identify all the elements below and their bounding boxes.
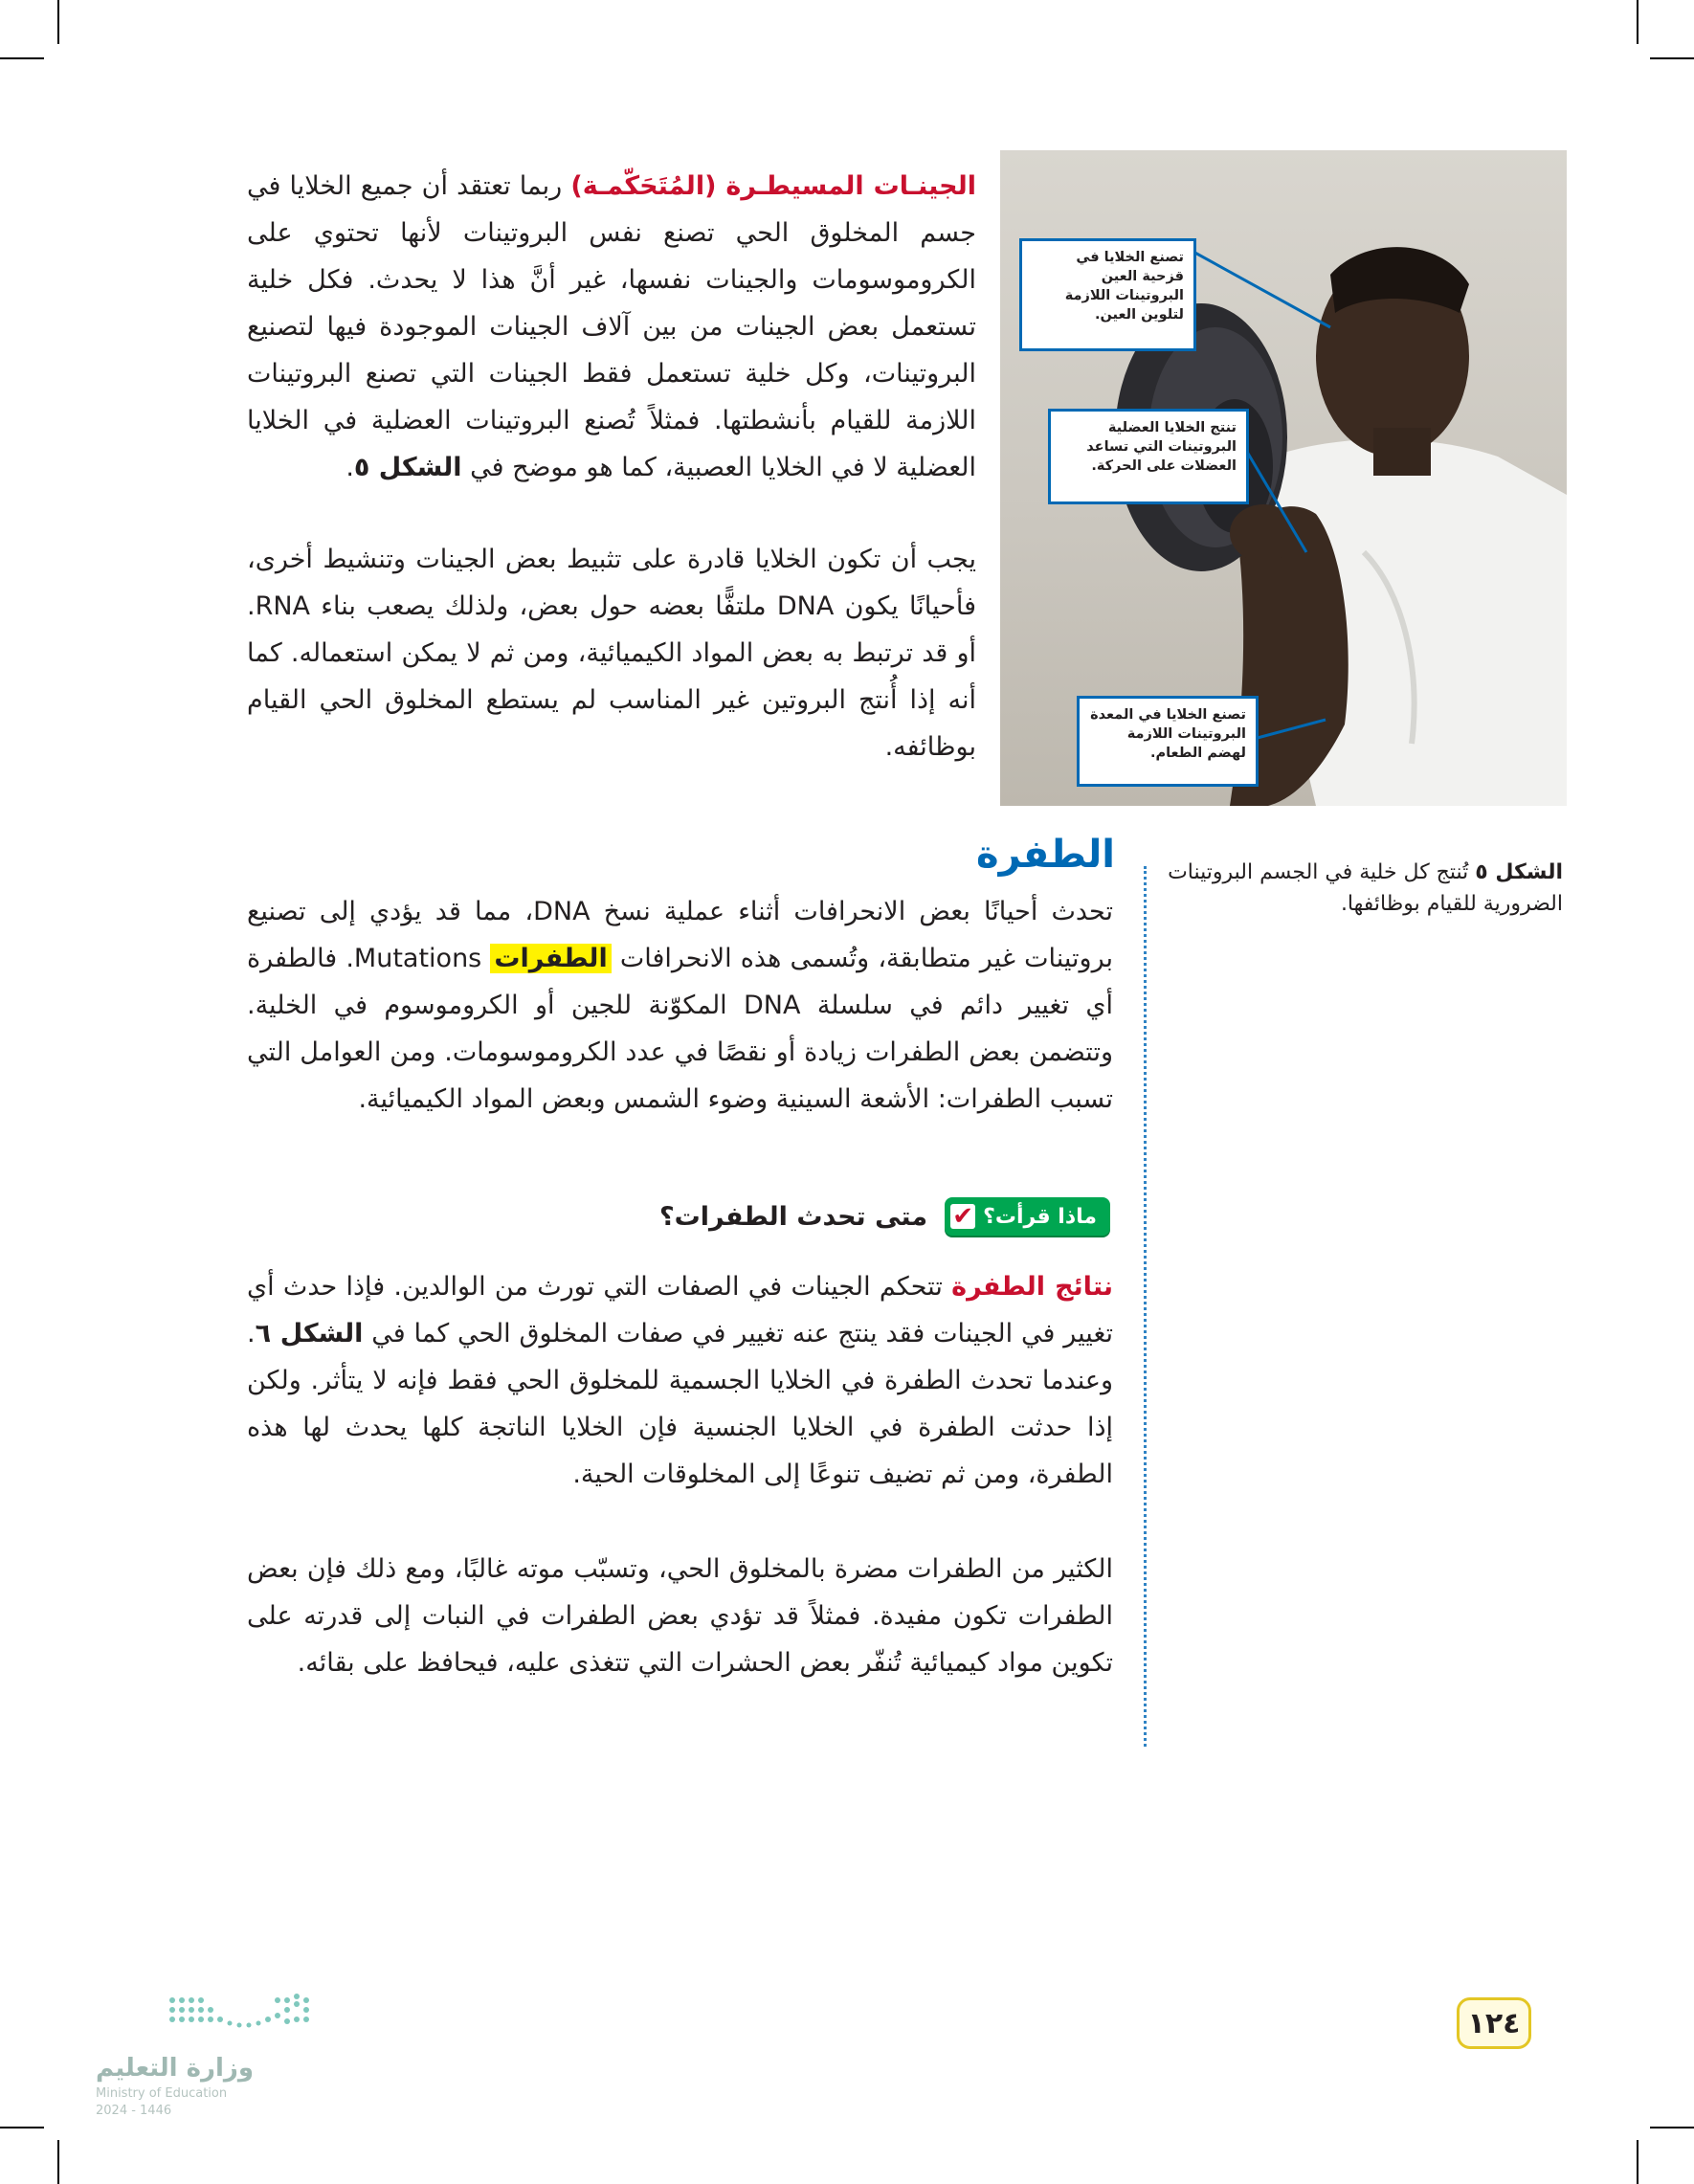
figure-5-ref: الشكل ٥ bbox=[353, 453, 462, 482]
callout-muscle: تنتج الخلايا العضلية البروتينات التي تساعد العضلات على الحركة. bbox=[1048, 409, 1249, 504]
margin-divider bbox=[1144, 866, 1147, 1747]
crop-mark bbox=[57, 0, 59, 44]
section-heading-mutation: الطفرة bbox=[976, 833, 1115, 877]
figure-5-caption-text: تُنتج كل خلية في الجسم البروتينات الضرورية للقيام بوظائفها. bbox=[1168, 860, 1563, 916]
reading-check-question: متى تحدث الطفرات؟ bbox=[658, 1201, 928, 1232]
checkmark-icon: ✔ bbox=[950, 1204, 975, 1229]
figure-5-caption bbox=[1142, 857, 1563, 920]
crop-mark bbox=[0, 57, 44, 59]
crop-mark bbox=[1650, 2127, 1694, 2128]
callout-eye: تصنع الخلايا في قزحية العين البروتينات اللازمة لتلوين العين. bbox=[1019, 238, 1196, 351]
mutations-keyword: الطفرات bbox=[490, 944, 611, 973]
controlling-genes-text: ربما تعتقد أن جميع الخلايا في جسم المخلوق الحي تصنع نفس البروتينات لأنها تحتوي على الكروموسومات والجينات نفسها، غير أنَّ هذا لا يحدث. فكل خلية تستعمل بعض الجينات من بين آلاف الجينات الموجودة فيها لتصنيع البروتينات، وكل خلية تستعمل فقط الجينات التي تصنع البروتينات اللازمة للقيام بأنشطتها. فمثلاً تُصنع البروتينات العضلية في الخلايا العضلية لا في الخلايا العصبية، كما هو موضح في bbox=[247, 171, 976, 482]
figure-6-ref: الشكل ٦ bbox=[255, 1319, 364, 1348]
controlling-genes-paragraph: الجينـات المسيطـرة (المُتَحَكّمـة) ربما تعتقد أن جميع الخلايا في جسم المخلوق الحي تصنع نفس البروتينات لأنها تحتوي على الكروموسومات والجينات نفسها، غير أنَّ هذا لا يحدث. فكل خلية تستعمل بعض الجينات من بين آلاف الجينات الموجودة فيها لتصنيع البروتينات، وكل خلية تستعمل فقط الجينات التي تصنع البروتينات اللازمة للقيام بأنشطتها. فمثلاً تُصنع البروتينات العضلية في الخلايا العضلية لا في الخلايا العصبية، كما هو موضح في الشكل ٥. bbox=[247, 171, 976, 482]
ministry-logo bbox=[96, 1991, 325, 2125]
mutation-text-a: تحدث أحيانًا بعض الانحرافات أثناء عملية نسخ DNA، مما قد يؤدي إلى تصنيع بروتينات غير متطابقة، وتُسمى هذه الانحرافات bbox=[247, 897, 1114, 973]
reading-check-badge bbox=[945, 1197, 1110, 1236]
ministry-dots-icon bbox=[163, 1991, 354, 2048]
callout-stomach: تصنع الخلايا في المعدة البروتينات اللازمة لهضم الطعام. bbox=[1077, 696, 1259, 787]
gene-regulation-paragraph bbox=[247, 536, 976, 770]
harmful-mutations-text: الكثير من الطفرات مضرة بالمخلوق الحي، وتسبّب موته غالبًا، ومع ذلك فإن بعض الطفرات تكون مفيدة. فمثلاً قد تؤدي بعض الطفرات في النبات إلى قدرته على تكوين مواد كيميائية تُنفّر بعض الحشرات التي تتغذى عليه، فيحافظ على بقائه. bbox=[247, 1554, 1113, 1678]
mutation-results-term: نتائج الطفرة bbox=[951, 1272, 1113, 1302]
controlling-genes-term: الجينـات المسيطـرة (المُتَحَكّمـة) bbox=[570, 171, 976, 201]
crop-mark bbox=[1650, 57, 1694, 59]
ministry-name-en: Ministry of Education bbox=[96, 2086, 228, 2101]
crop-mark bbox=[1637, 2140, 1638, 2184]
crop-mark bbox=[57, 2140, 59, 2184]
mutation-paragraph bbox=[247, 888, 1113, 1123]
reading-check bbox=[659, 1194, 1110, 1238]
mutation-results-text-a: تتحكم الجينات في الصفات التي تورث من الوالدين. فإذا حدث أي تغيير في الجينات فقد ينتج عنه تغيير في صفات المخلوق الحي كما في bbox=[247, 1272, 1113, 1348]
figure-5-label: الشكل ٥ bbox=[1475, 860, 1563, 884]
mutation-results-paragraph: نتائج الطفرة تتحكم الجينات في الصفات التي تورث من الوالدين. فإذا حدث أي تغيير في الجينات فقد ينتج عنه تغيير في صفات المخلوق الحي كما في الشكل ٦. وعندما تحدث الطفرة في الخلايا الجسمية للمخلوق الحي فقط فإنه لا يتأثر. ولكن إذا حدثت الطفرة في الخلايا الجنسية فإن الخلايا الناتجة كلها يحدث لها هذه الطفرة، ومن ثم تضيف تنوعًا إلى المخلوقات الحية. bbox=[247, 1272, 1113, 1489]
mutation-text-b: Mutations. فالطفرة أي تغيير دائم في سلسلة DNA المكوّنة للجين أو الكروموسوم في الخلية. وتتضمن بعض الطفرات زيادة أو نقصًا في عدد الكروموسومات. ومن العوامل التي تسبب الطفرات: الأشعة السينية وضوء الشمس وبعض المواد الكيميائية. bbox=[247, 944, 1113, 1114]
harmful-mutations-paragraph bbox=[247, 1546, 1113, 1686]
edition-year: 2024 - 1446 bbox=[96, 2104, 172, 2118]
figure-5-photo bbox=[1000, 150, 1567, 806]
mutation-results-text-b: وعندما تحدث الطفرة في الخلايا الجسمية للمخلوق الحي فقط فإنه لا يتأثر. ولكن إذا حدثت الطفرة في الخلايا الجنسية فإن الخلايا الناتجة كلها يحدث لها هذه الطفرة، ومن ثم تضيف تنوعًا إلى المخلوقات الحية. bbox=[247, 1366, 1113, 1489]
page-number: ١٢٤ bbox=[1457, 1997, 1531, 2049]
crop-mark bbox=[0, 2127, 44, 2128]
crop-mark bbox=[1637, 0, 1638, 44]
ministry-name-ar: وزارة التعليم bbox=[96, 2054, 254, 2083]
reading-check-label: ماذا قرأت؟ bbox=[983, 1204, 1097, 1229]
gene-regulation-text: يجب أن تكون الخلايا قادرة على تثبيط بعض الجينات وتنشيط أخرى، فأحيانًا يكون DNA ملتفًّا بعضه حول بعض، ولذلك يصعب بناء RNA. أو قد ترتبط به بعض المواد الكيميائية، ومن ثم لا يمكن استعماله. كما أنه إذا أُنتج البروتين غير المناسب لم يستطع المخلوق الحي القيام بوظائفه. bbox=[247, 545, 976, 762]
